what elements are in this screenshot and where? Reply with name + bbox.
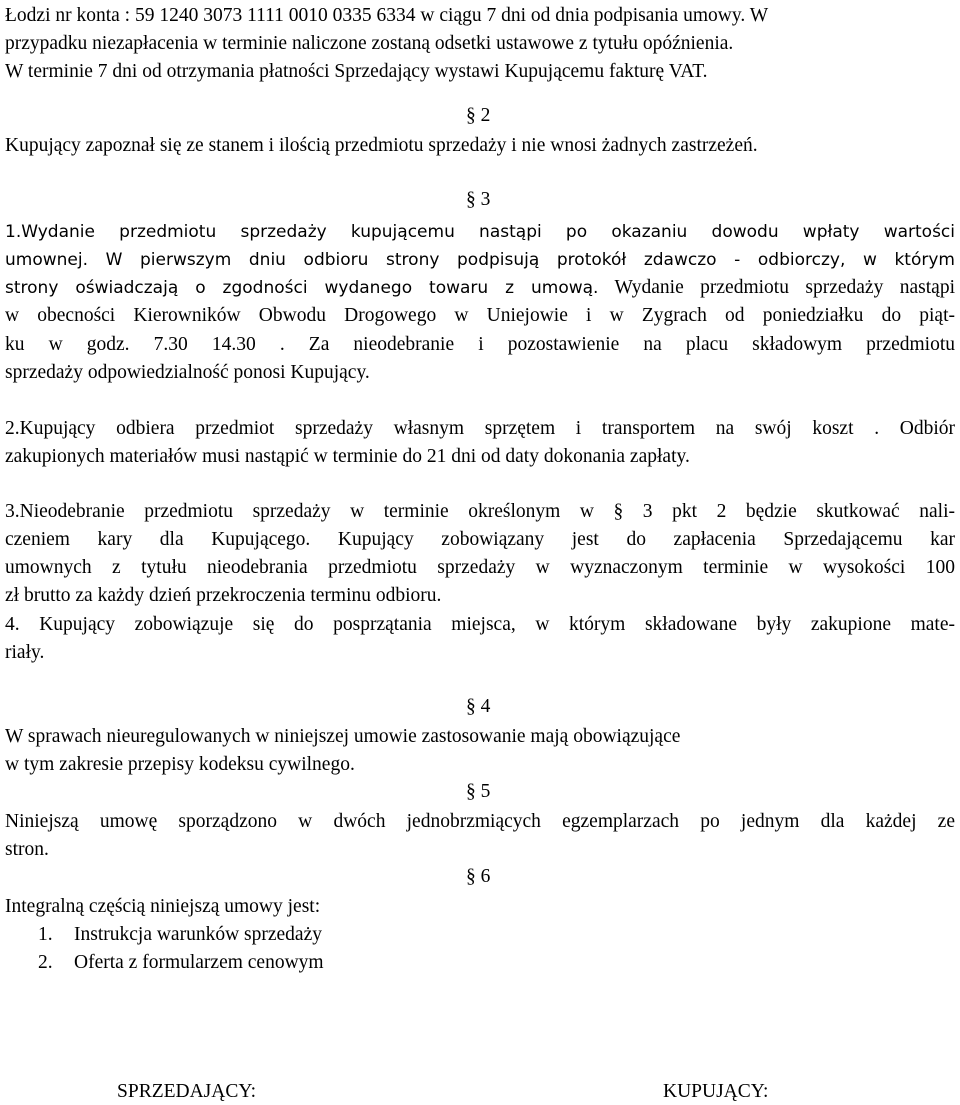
section-2-text: Kupujący zapoznał się ze stanem i ilością przedmiotu sprzedaży i nie wnosi żadnych zastrzeżeń. (5, 135, 758, 156)
section-number: 6 (480, 866, 491, 887)
section-3-p4-line2: riały. (5, 642, 45, 663)
list-item: Instrukcja warunków sprzedaży (74, 924, 322, 945)
section-heading-6 (466, 865, 490, 889)
section-3-p1-line3 (5, 276, 955, 300)
section-heading-4 (466, 695, 490, 719)
section-5-line1: Niniejszą umowę sporządzono w dwóch jednobrzmiących egzemplarzach po jednym dla każdej ze (5, 811, 955, 832)
section-3-p1-line6: sprzedaży odpowiedzialność ponosi Kupujący. (5, 362, 370, 383)
list-item: Oferta z formularzem cenowym (74, 952, 324, 973)
section-3-p3-line1: 3.Nieodebranie przedmiotu sprzedaży w terminie określonym w § 3 pkt 2 będzie skutkować nali- (5, 501, 955, 522)
section-3-p2-line2: zakupionych materiałów musi nastąpić w terminie do 21 dni od daty dokonania zapłaty. (5, 446, 690, 467)
section-3-p2-line1: 2.Kupujący odbiera przedmiot sprzedaży własnym sprzętem i transportem na swój koszt . Odbiór (5, 418, 955, 439)
section-heading-3 (466, 188, 490, 212)
section-3-p3-line4: zł brutto za każdy dzień przekroczenia terminu odbioru. (5, 585, 442, 606)
seller-signature-label: SPRZEDAJĄCY: (117, 1081, 257, 1102)
paragraph-symbol: § (466, 189, 476, 210)
section-number: 5 (480, 781, 491, 802)
section-number: 3 (480, 189, 491, 210)
section-5-line2: stron. (5, 839, 49, 860)
section-number: 4 (480, 696, 491, 717)
section-6-intro: Integralną częścią niniejszą umowy jest: (5, 896, 321, 917)
section-4-line1: W sprawach nieuregulowanych w niniejszej umowie zastosowanie mają obowiązujące (5, 726, 681, 747)
list-item-number: 1. (38, 924, 53, 945)
section-4-line2: w tym zakresie przepisy kodeksu cywilnego. (5, 754, 355, 775)
section-heading-2 (466, 104, 490, 128)
section-3-p3-line2: czeniem kary dla Kupującego. Kupujący zobowiązany jest do zapłacenia Sprzedającemu kar (5, 529, 955, 550)
section-3-p1-line4: w obecności Kierowników Obwodu Drogowego w Uniejowie i w Zygrach od poniedziałku do piąt- (5, 305, 955, 326)
section-3-p3-line3: umownych z tytułu nieodebrania przedmiotu sprzedaży w wyznaczonym terminie w wysokości 100 (5, 557, 955, 578)
text-run-calibri: strony oświadczają o zgodności wydanego towaru z umową. (5, 278, 599, 298)
late-payment-line: przypadku niezapłacenia w terminie naliczone zostaną odsetki ustawowe z tytułu opóźnienia. (5, 33, 734, 54)
section-3-p1-line1: 1.Wydanie przedmiotu sprzedaży kupującemu nastąpi po okazaniu dowodu wpłaty wartości (5, 222, 955, 242)
paragraph-symbol: § (466, 696, 476, 717)
section-3-p1-line2 (5, 248, 955, 272)
paragraph-symbol: § (466, 781, 476, 802)
invoice-line: W terminie 7 dni od otrzymania płatności Sprzedający wystawi Kupującemu fakturę VAT. (5, 61, 708, 82)
section-3-p4-line1: 4. Kupujący zobowiązuje się do posprzątania miejsca, w którym składowane były zakupione mate- (5, 614, 955, 635)
paragraph-symbol: § (466, 105, 476, 126)
text-run: umownej. W pierwszym dniu odbioru strony podpisują protokół zdawczo - odbiorczy, w którym (5, 250, 955, 270)
payment-account-line: Łodzi nr konta : 59 1240 3073 1111 0010 0335 6334 w ciągu 7 dni od dnia podpisania umowy. W (5, 5, 769, 26)
section-3-p1-line5: ku w godz. 7.30 14.30 . Za nieodebranie i pozostawienie na placu składowym przedmiotu (5, 334, 955, 355)
list-item-number: 2. (38, 952, 53, 973)
paragraph-symbol: § (466, 866, 476, 887)
section-number: 2 (480, 105, 491, 126)
section-heading-5 (466, 780, 490, 804)
buyer-signature-label: KUPUJĄCY: (663, 1081, 769, 1102)
text-run: Wydanie przedmiotu sprzedaży nastąpi (598, 277, 955, 298)
